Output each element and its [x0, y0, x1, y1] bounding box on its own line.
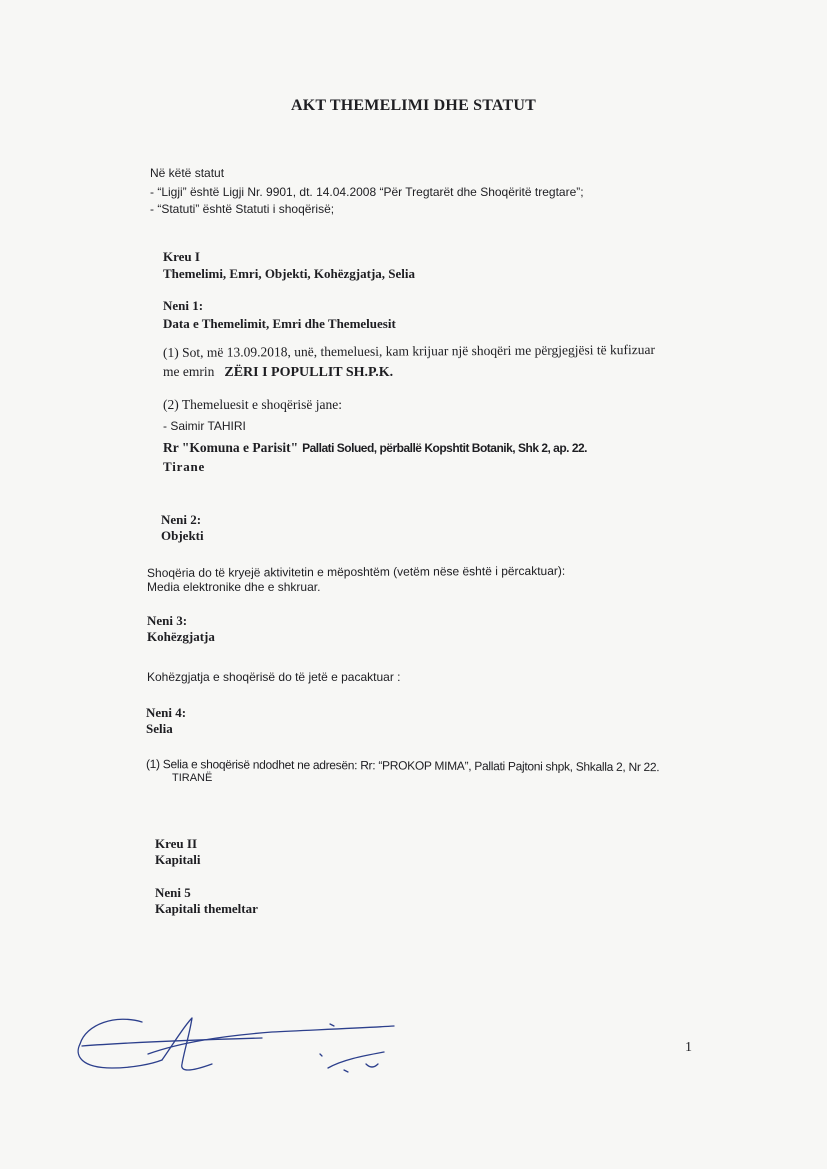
article-2-title: Objekti: [161, 528, 204, 543]
intro-line-1: Në këtë statut: [150, 166, 225, 180]
chapter-1-title: Themelimi, Emri, Objekti, Kohëzgjatja, Selia: [163, 266, 416, 281]
article-3-heading: Neni 3:: [147, 613, 188, 628]
chapter-2-heading: Kreu II: [155, 836, 198, 851]
article-5-title: Kapitali themeltar: [155, 901, 258, 916]
article-4-heading: Neni 4:: [146, 705, 187, 720]
article-4-line-1: (1) Selia e shoqërisë ndodhet ne adresën: Rr: “PROKOP MIMA”, Pallati Pajtoni shpk, Shkalla 2, Nr 22.: [145, 757, 660, 775]
article-1-paragraph-2: (2) Themeluesit e shoqërisë jane:: [163, 397, 342, 412]
founder-address: [163, 439, 587, 457]
name-prefix: me emrin: [163, 364, 215, 379]
article-5-heading: Neni 5: [155, 885, 191, 900]
founder-city: Tirane: [163, 459, 206, 474]
handwritten-signature: [72, 1006, 402, 1116]
chapter-2-title: Kapitali: [155, 852, 201, 867]
article-2-line-2: Media elektronike dhe e shkruar.: [147, 580, 321, 594]
intro-line-2: - “Ligji” është Ligji Nr. 9901, dt. 14.04.2008 “Për Tregtarët dhe Shoqëritë tregtare”;: [150, 185, 584, 199]
document-title: AKT THEMELIMI DHE STATUT: [290, 97, 536, 114]
company-name: ZËRI I POPULLIT SH.P.K.: [224, 365, 394, 380]
article-1-paragraph-1-line-1: (1) Sot, më 13.09.2018, unë, themeluesi, kam krijuar një shoqëri me përgjegjësi të kufizuar: [162, 341, 656, 360]
address-details: Pallati Solued, përballë Kopshtit Botanik, Shk 2, ap. 22.: [302, 441, 588, 455]
article-2-line-1: Shoqëria do të kryejë aktivitetin e mëposhtëm (vetëm nëse është i përcaktuar):: [146, 563, 566, 580]
page-number: 1: [685, 1040, 692, 1055]
address-street: Rr "Komuna e Parisit": [163, 440, 299, 455]
intro-line-3: - “Statuti” është Statuti i shoqërisë;: [150, 202, 335, 216]
article-3-title: Kohëzgjatja: [147, 629, 215, 644]
founder-name: - Saimir TAHIRI: [163, 419, 246, 433]
article-4-line-2: TIRANË: [172, 772, 213, 784]
article-3-line-1: Kohëzgjatja e shoqërisë do të jetë e pacaktuar :: [147, 670, 401, 684]
article-1-heading: Neni 1:: [163, 298, 204, 313]
article-4-title: Selia: [146, 721, 173, 736]
article-1-title: Data e Themelimit, Emri dhe Themeluesit: [163, 316, 396, 331]
article-2-heading: Neni 2:: [161, 512, 202, 527]
chapter-1-heading: Kreu I: [163, 249, 200, 264]
article-1-paragraph-1-line-2: [163, 363, 393, 381]
